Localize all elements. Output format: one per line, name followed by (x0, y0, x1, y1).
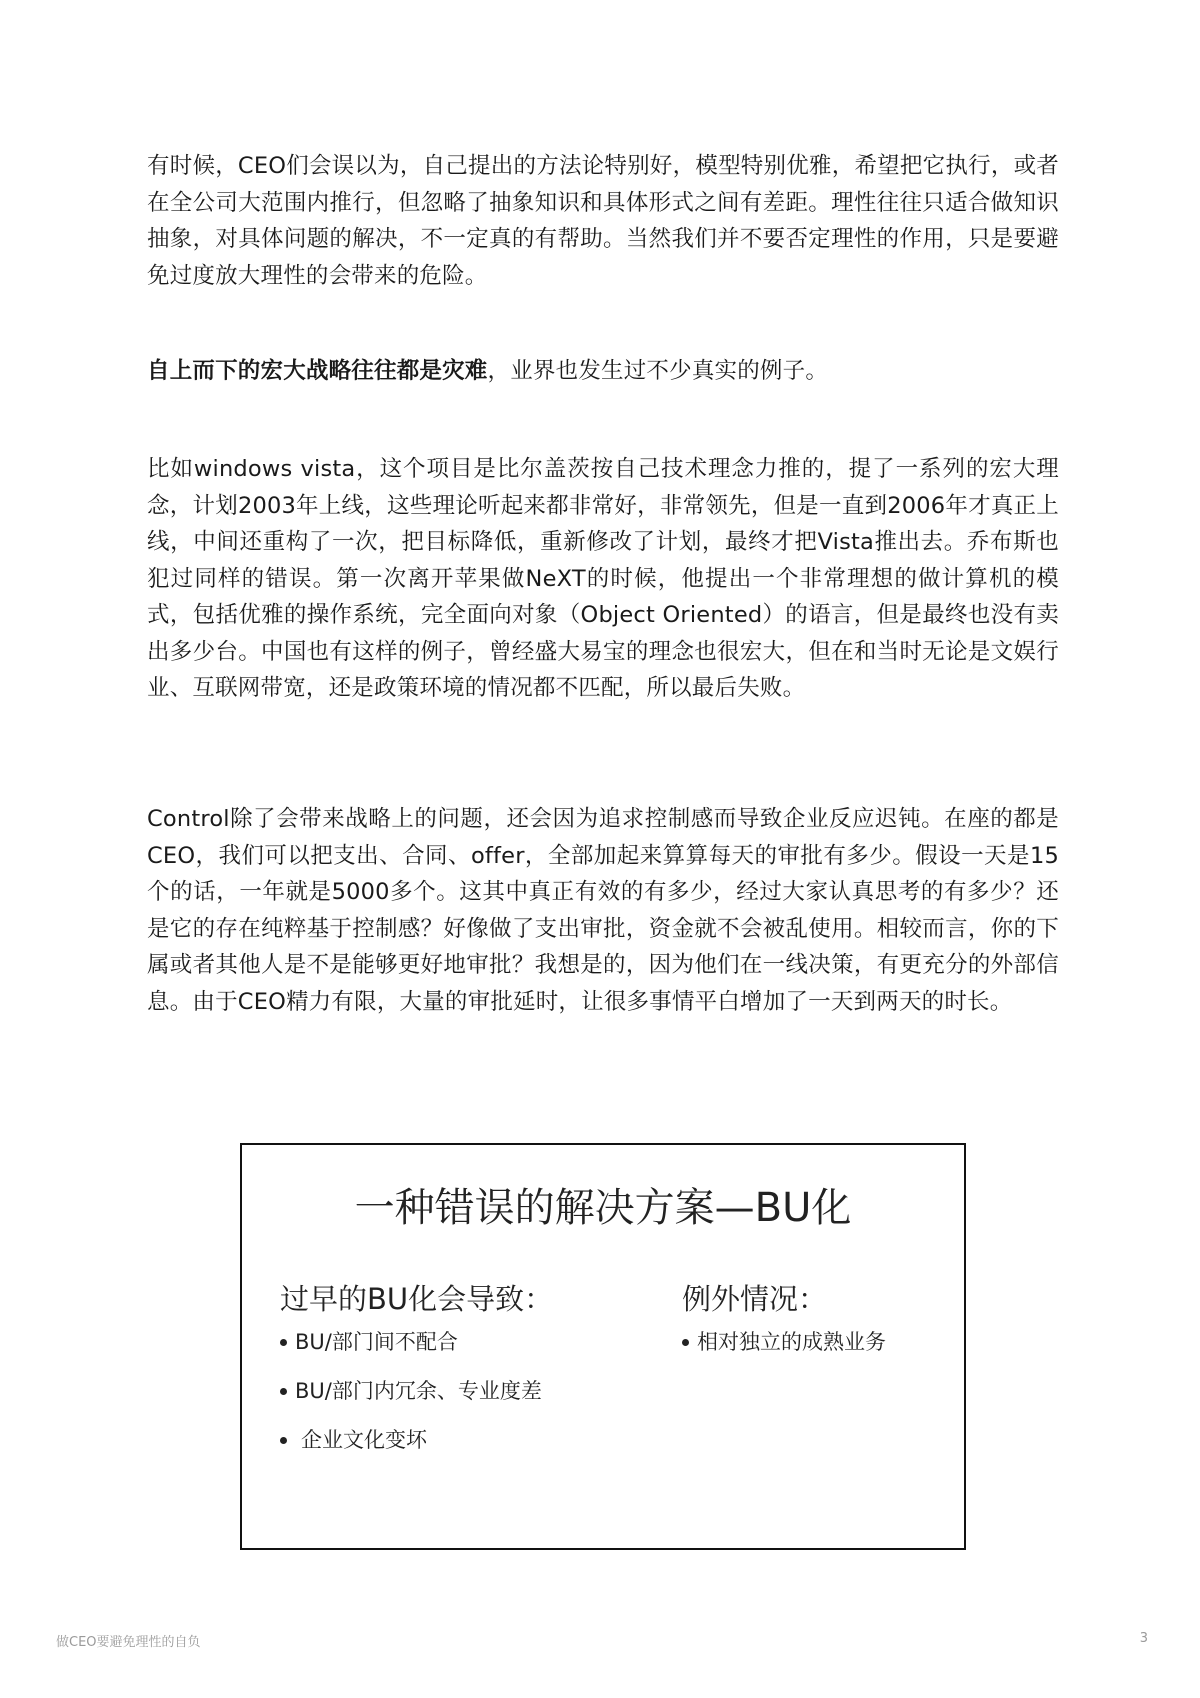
footer-page-number: 3 (1139, 1631, 1148, 1646)
bullet-dot-icon (682, 1339, 689, 1346)
slide-left-list (280, 1329, 650, 1453)
slide-left-column (280, 1281, 650, 1476)
list-item-text: BU/部门间不配合 (295, 1330, 458, 1354)
slide-title: 一种错误的解决方案—BU化 (354, 1185, 852, 1231)
list-item (280, 1427, 650, 1453)
bullet-dot-icon (280, 1339, 287, 1346)
list-item (280, 1329, 650, 1355)
paragraph-4: Control除了会带来战略上的问题，还会因为追求控制感而导致企业反应迟钝。在座的都是CEO，我们可以把支出、合同、offer，全部加起来算算每天的审批有多少。假设一天是15个的话，一年就是5000多个。这其中真正有效的有多少，经过大家认真思考的有多少？还是它的存在纯粹基于控制感？好像做了支出审批，资金就不会被乱使用。相较而言，你的下属或者其他人是不是能够更好地审批？我想是的，因为他们在一线决策，有更充分的外部信息。由于CEO精力有限，大量的审批延时，让很多事情平白增加了一天到两天的时长。 (147, 806, 1059, 1015)
paragraph-1: 有时候，CEO们会误以为，自己提出的方法论特别好，模型特别优雅，希望把它执行，或者在全公司大范围内推行，但忽略了抽象知识和具体形式之间有差距。理性往往只适合做知识抽象，对具体问题的解决，不一定真的有帮助。当然我们并不要否定理性的作用，只是要避免过度放大理性的会带来的危险。 (147, 153, 1059, 289)
slide-left-heading: 过早的BU化会导致： (280, 1282, 554, 1316)
bullet-dot-icon (280, 1437, 287, 1444)
list-item-text: 企业文化变坏 (301, 1428, 427, 1452)
bullet-dot-icon (280, 1388, 287, 1395)
list-item-text: 相对独立的成熟业务 (697, 1330, 886, 1354)
paragraph-2 (147, 353, 1059, 390)
list-item (280, 1378, 650, 1404)
list-item-text: BU/部门内冗余、专业度差 (295, 1379, 542, 1403)
slide-figure (240, 1143, 966, 1550)
slide-right-column (682, 1281, 942, 1378)
footer-doc-title: 做CEO要避免理性的自负 (56, 1635, 201, 1650)
slide-right-heading: 例外情况： (682, 1282, 828, 1316)
slide-right-list (682, 1329, 942, 1355)
list-item (682, 1329, 942, 1355)
paragraph-2-rest: ，业界也发生过不少真实的例子。 (487, 358, 829, 384)
paragraph-2-bold-lead: 自上而下的宏大战略往往都是灾难 (147, 358, 488, 384)
paragraph-3: 比如windows vista，这个项目是比尔盖茨按自己技术理念力推的，提了一系列的宏大理念，计划2003年上线，这些理论听起来都非常好，非常领先，但是一直到2006年才真正上线，中间还重构了一次，把目标降低，重新修改了计划，最终才把Vista推出去。乔布斯也犯过同样的错误。第一次离开苹果做NeXT的时候，他提出一个非常理想的做计算机的模式，包括优雅的操作系统，完全面向对象（Object Oriented）的语言，但是最终也没有卖出多少台。中国也有这样的例子，曾经盛大易宝的理念也很宏大，但在和当时无论是文娱行业、互联网带宽，还是政策环境的情况都不匹配，所以最后失败。 (147, 456, 1059, 701)
